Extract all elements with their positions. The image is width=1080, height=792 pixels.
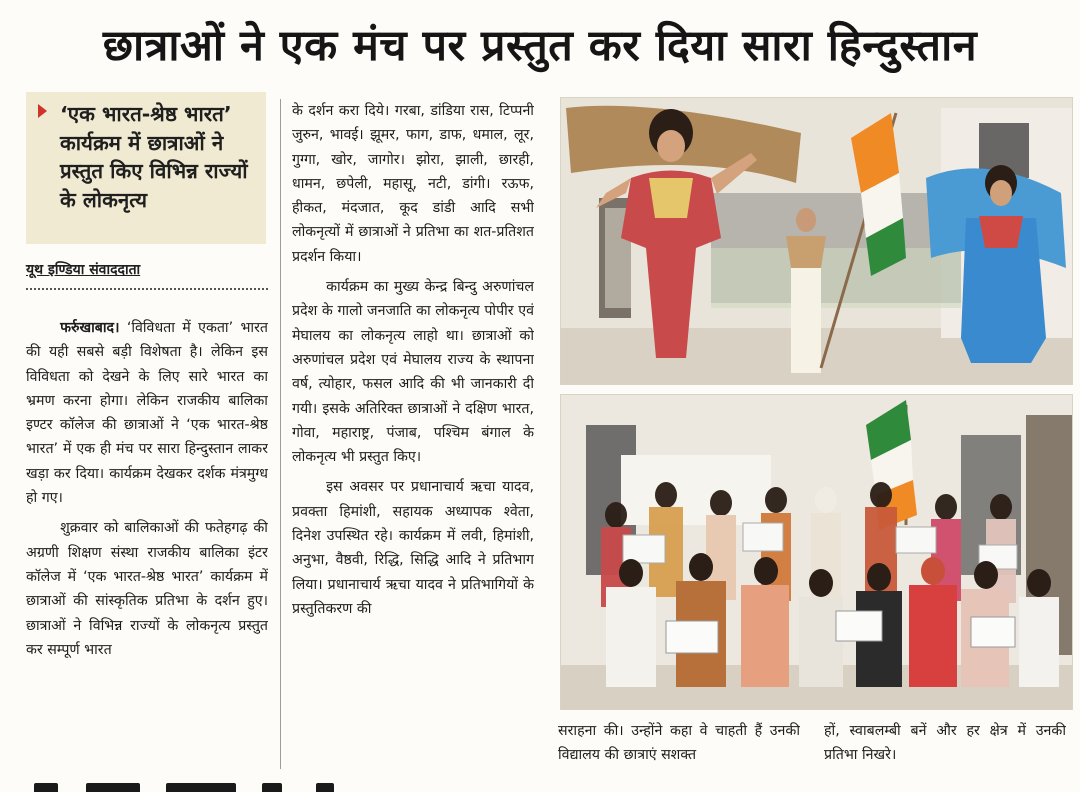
dotted-divider <box>26 288 268 290</box>
photo-dancers <box>560 97 1073 385</box>
paragraph-4-continued-2: हों, स्वाबलम्बी बनें और हर क्षेत्र में उनकी प्रतिभा निखरे। <box>824 723 1066 764</box>
photo-group-placards-icon <box>561 395 1073 710</box>
article-column-2 <box>292 99 534 777</box>
paragraph-4-continued-1: सराहना की। उन्होंने कहा वे चाहती हैं उनकी विद्यालय की छात्राएं सशक्त <box>558 723 800 764</box>
bullet-triangle-icon <box>38 104 47 118</box>
photo-dancers-icon <box>561 98 1073 385</box>
photo-group-placards <box>560 394 1073 710</box>
paragraph-1-text: ‘विविधता में एकता’ भारत की यही सबसे बड़ी विशेषता है। लेकिन इस विविधता को देखने के लिए सारे भारत का भ्रमण करना होगा। लेकिन राजकीय बालिका इण्टर कॉलेज की छात्राओं ने ‘एक भारत-श्रेष्ठ भारत’ में एक ही मंच पर सारा हिन्दुस्तान लाकर खड़ा कर दिया। कार्यक्रम देखकर दर्शक मंत्रमुग्ध हो गए। <box>26 320 268 507</box>
dateline: फर्रुखाबाद। <box>60 320 120 336</box>
paragraph-4: इस अवसर पर प्रधानाचार्य ऋचा यादव, प्रवक्ता हिमांशी, सहायक अध्यापक श्वेता, दिनेश उपस्थित रहे। कार्यक्रम में लवी, हिमांशी, अनुभा, वैष्ठवी, रिद्धि, सिद्धि आदि ने प्रतिभाग लिया। प्रधानाचार्य ऋचा यादव ने प्रतिभागियों के प्रस्तुतिकरण की <box>292 479 534 617</box>
next-headline-cutoff <box>26 781 356 792</box>
article-column-3 <box>558 719 800 779</box>
paragraph-2: शुक्रवार को बालिकाओं की फतेहगढ़ की अग्रणी शिक्षण संस्था राजकीय बालिका इंटर कॉलेज में ‘एक भारत-श्रेष्ठ भारत’ कार्यक्रम में छात्राओं की सांस्कृतिक प्रतिभा के दर्शन हुए। छात्राओं ने विभिन्न राज्यों के लोकनृत्य प्रस्तुत कर सम्पूर्ण भारत <box>26 520 268 658</box>
headline: छात्राओं ने एक मंच पर प्रस्तुत कर दिया सारा हिन्दुस्तान <box>102 20 978 71</box>
article-column-4 <box>824 719 1066 779</box>
article-column-1 <box>26 316 268 784</box>
deck-text: ‘एक भारत-श्रेष्ठ भारत’ कार्यक्रम में छात्राओं ने प्रस्तुत किए विभिन्न राज्यों के लोकनृत्य <box>60 102 248 212</box>
paragraph-2-continued: के दर्शन करा दिये। गरबा, डांडिया रास, टिप्पनी जुरुन, भावई। झूमर, फाग, डाफ, धमाल, लूर, गुग्गा, खोर, जागोर। झोरा, झाली, छारही, धामन, छपेली, महासू, नटी, डांगी। रऊफ, हीकत, मंदजात, कूद डांडी आदि सभी लोकनृत्यों में छात्राओं ने प्रतिभा का शत-प्रतिशत प्रदर्शन किया। <box>292 103 534 265</box>
paragraph-3: कार्यक्रम का मुख्य केन्द्र बिन्दु अरुणांचल प्रदेश के गालो जनजाति का लोकनृत्य पोपीर एवं मेघालय का लोकनृत्य लाहो था। छात्राओं को अरुणांचल प्रदेश एवं मेघालय राज्य के स्थापना वर्ष, त्योहार, फसल आदि की भी जानकारी दी गयी। इसके अतिरिक्त छात्राओं ने दक्षिण भारत, गोवा, महाराष्ट्र, पंजाब, पश्चिम बंगाल के लोकनृत्य भी प्रस्तुत किए। <box>292 279 534 466</box>
byline: यूथ इण्डिया संवाददाता <box>26 262 141 278</box>
paragraph-1 <box>26 316 268 510</box>
deck-box <box>26 92 266 244</box>
column-rule <box>280 99 281 769</box>
